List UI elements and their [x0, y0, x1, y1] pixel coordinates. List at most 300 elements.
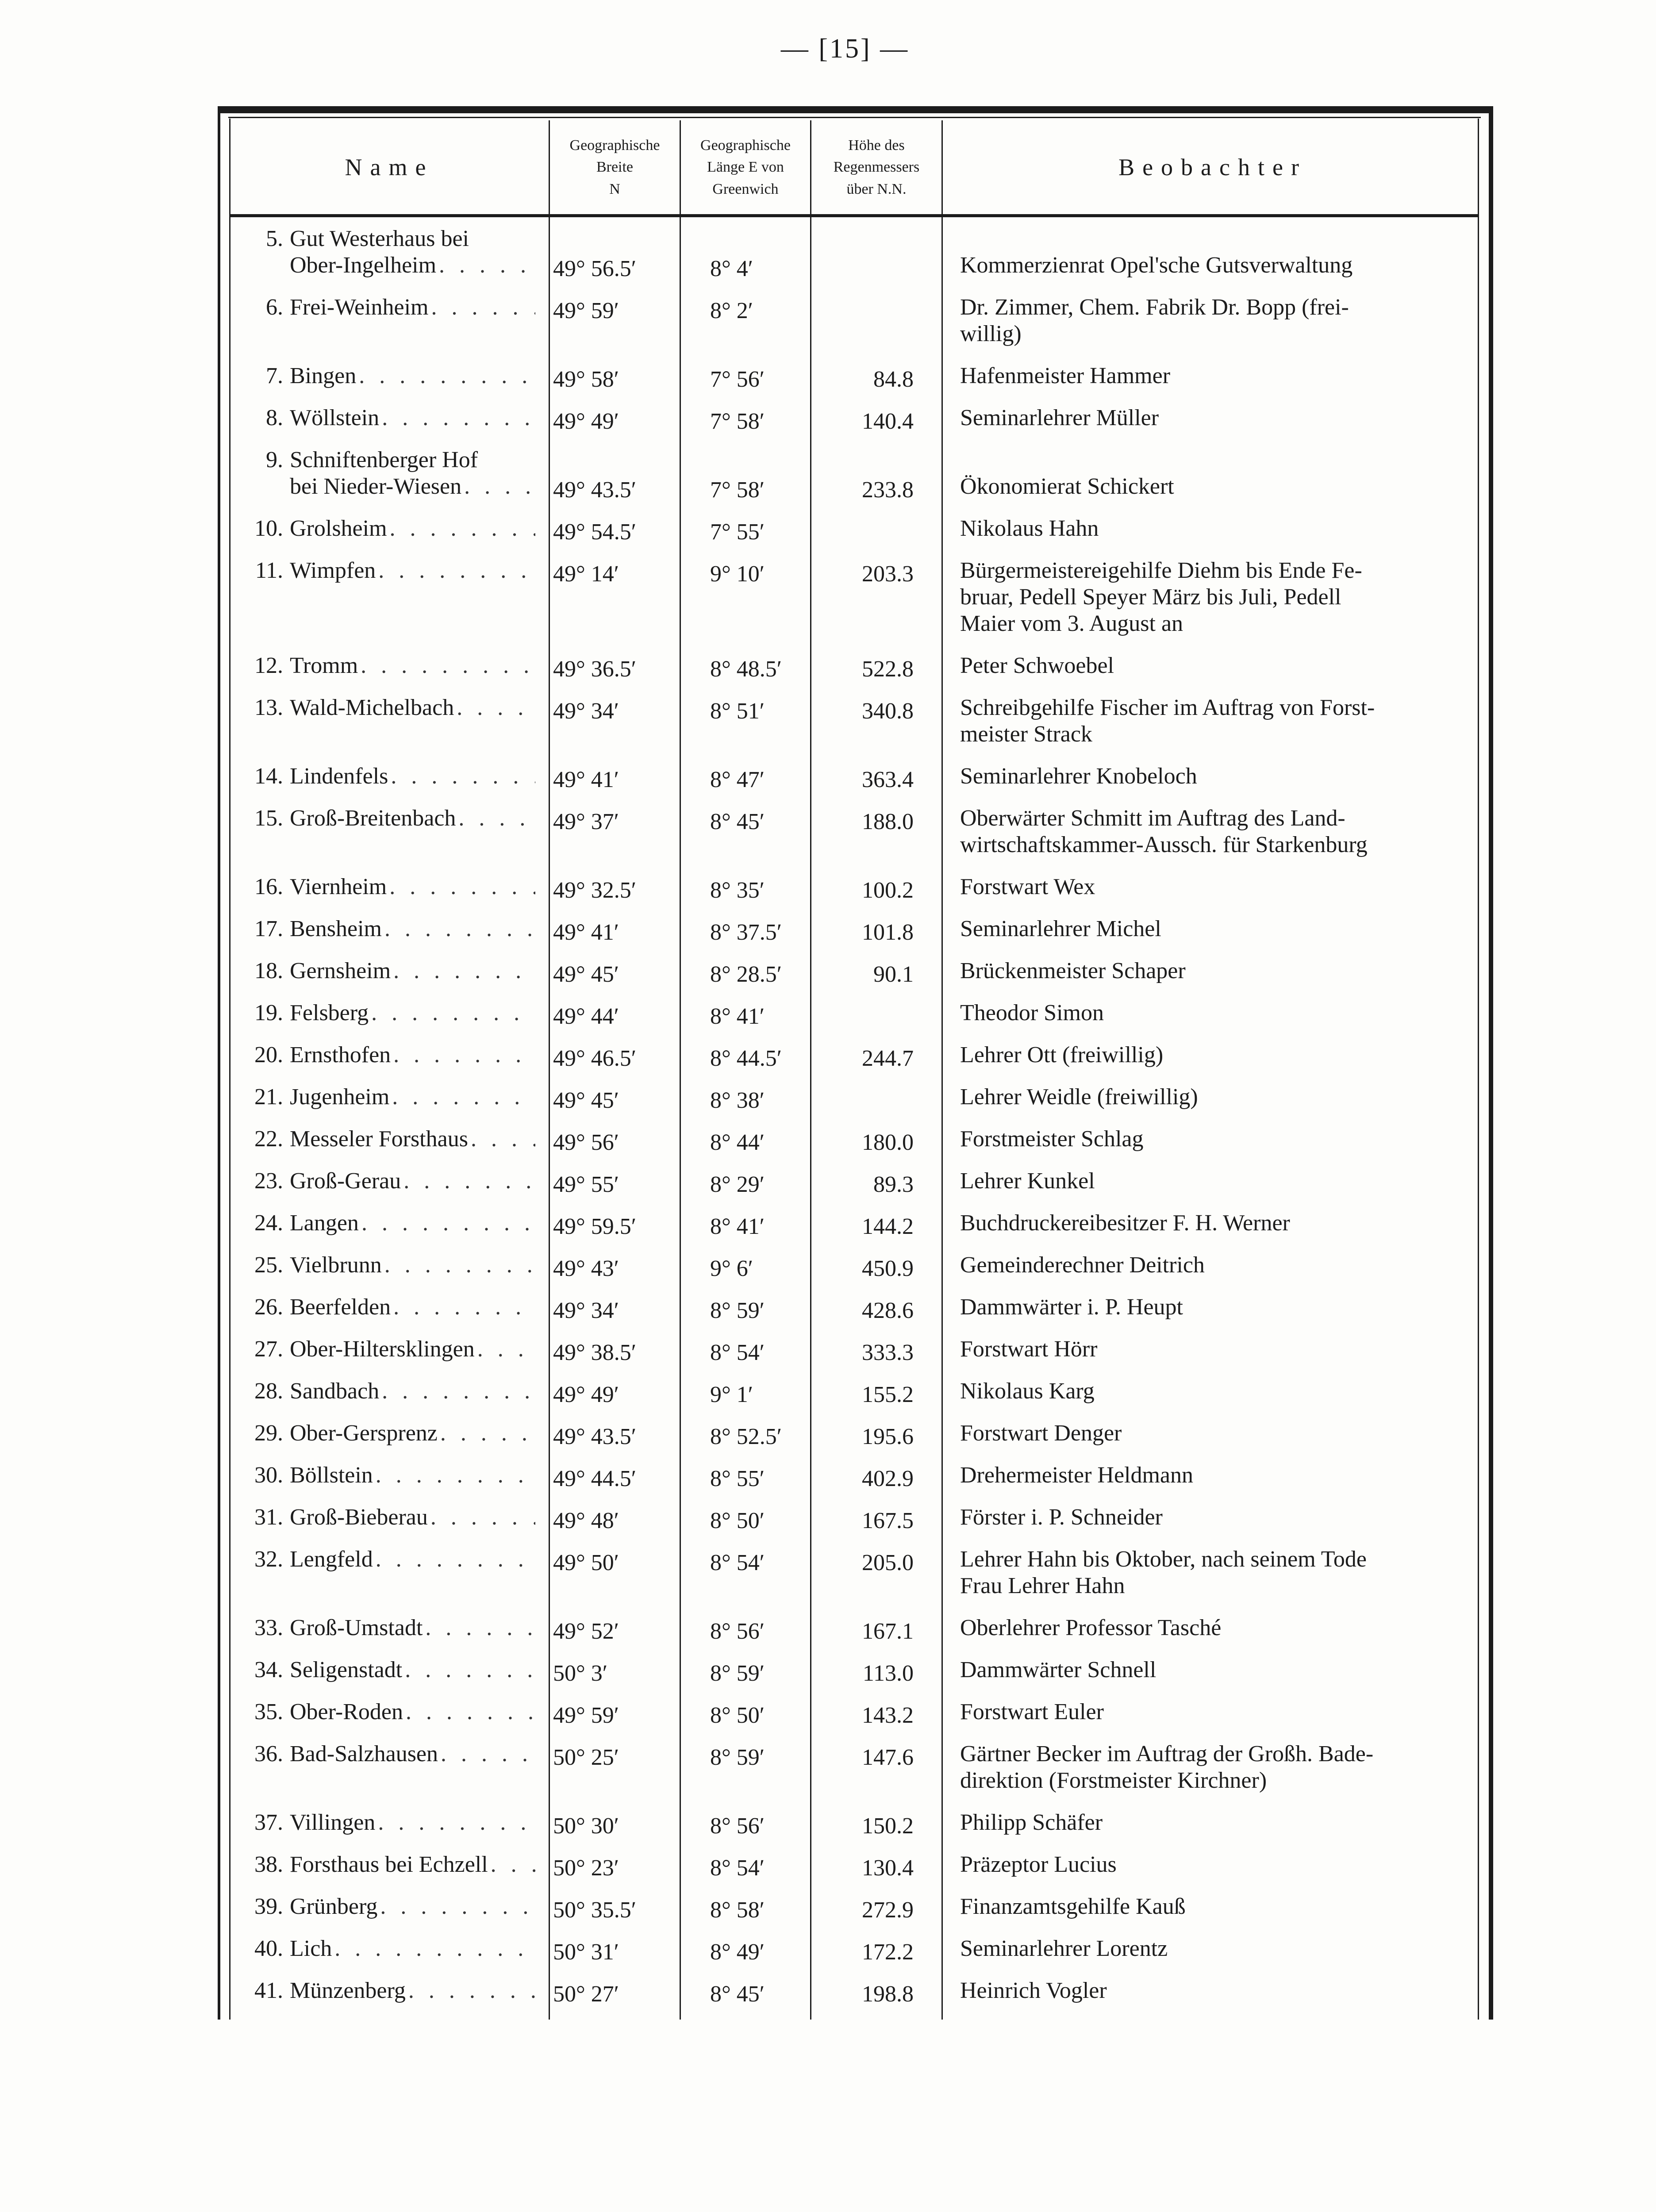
station-name [290, 405, 535, 431]
altitude-value: 195.6 [862, 1424, 914, 1449]
column-divider [549, 120, 550, 2020]
longitude-value: 7° 55′ [710, 519, 765, 545]
observer-line: Theodor Simon [960, 1000, 1104, 1025]
longitude-value: 8° 38′ [710, 1088, 765, 1113]
latitude-value: 49° 38.5′ [553, 1340, 637, 1365]
latitude-value: 50° 35.5′ [553, 1897, 637, 1923]
observer-line: Nikolaus Karg [960, 1379, 1095, 1404]
station-number: 34. [254, 1657, 283, 1682]
latitude-value: 49° 48′ [553, 1508, 619, 1533]
station-name [290, 763, 535, 790]
header-latitude: Geographische Breite N [569, 137, 660, 197]
observer-line: Forstwart Hörr [960, 1336, 1098, 1362]
observer-line: Nikolaus Hahn [960, 516, 1099, 541]
dot-leader [401, 1168, 535, 1194]
dot-leader [461, 473, 535, 500]
station-name [290, 1252, 535, 1279]
station-number: 33. [254, 1615, 283, 1640]
longitude-value: 8° 54′ [710, 1340, 765, 1365]
station-name-line: Groß-Bieberau [290, 1505, 428, 1530]
station-name-line: Frei-Weinheim [290, 295, 429, 320]
altitude-value: 203.3 [862, 561, 914, 587]
station-name-line: Bad-Salzhausen [290, 1741, 438, 1767]
station-name-line: Lich [290, 1936, 332, 1961]
station-name [290, 1084, 535, 1110]
station-name [290, 1851, 535, 1878]
latitude-value: 50° 3′ [553, 1661, 608, 1686]
longitude-value: 8° 41′ [710, 1214, 765, 1239]
observer [960, 916, 1469, 942]
station-number: 9. [266, 447, 283, 472]
altitude-value: 150.2 [862, 1813, 914, 1839]
observer-line: Dr. Zimmer, Chem. Fabrik Dr. Bopp (frei- [960, 295, 1349, 320]
observer [960, 1657, 1469, 1683]
observer [960, 695, 1469, 748]
altitude-value: 244.7 [862, 1046, 914, 1071]
longitude-value: 8° 56′ [710, 1619, 765, 1644]
station-name [290, 1893, 535, 1920]
latitude-value: 49° 59.5′ [553, 1214, 637, 1239]
altitude-value: 428.6 [862, 1298, 914, 1323]
header-observer: Beobachter [1118, 154, 1307, 180]
station-name-line: Wöllstein [290, 405, 380, 430]
station-name-line: Vielbrunn [290, 1252, 382, 1278]
dot-leader [358, 653, 535, 679]
station-name-line: Bensheim [290, 916, 382, 941]
latitude-value: 49° 58′ [553, 367, 619, 392]
observer [960, 1336, 1469, 1363]
observer-line: Förster i. P. Schneider [960, 1505, 1163, 1530]
observer-line: Hafenmeister Hammer [960, 363, 1171, 388]
observer-line: Forstmeister Schlag [960, 1126, 1144, 1152]
observer [960, 1504, 1469, 1531]
station-number: 23. [254, 1168, 283, 1194]
station-number: 37. [254, 1810, 283, 1835]
dot-leader [387, 874, 535, 900]
longitude-value: 8° 58′ [710, 1897, 765, 1923]
altitude-value: 130.4 [862, 1855, 914, 1881]
station-name-line: Ernsthofen [290, 1042, 391, 1068]
observer-line: Bürgermeistereigehilfe Diehm bis Ende Fe- [960, 558, 1362, 583]
dot-leader [423, 1615, 535, 1641]
station-number: 21. [254, 1084, 283, 1110]
longitude-value: 8° 59′ [710, 1661, 765, 1686]
dot-leader [436, 252, 535, 279]
station-name-line: Messeler Forsthaus [290, 1126, 468, 1152]
station-name-line: Viernheim [290, 874, 387, 899]
observer-line: Lehrer Kunkel [960, 1168, 1095, 1194]
latitude-value: 50° 27′ [553, 1982, 619, 2007]
observer-line: Peter Schwoebel [960, 653, 1114, 678]
observer-line: Forstwart Euler [960, 1699, 1104, 1724]
station-name-line: Bingen [290, 363, 357, 388]
dot-leader [379, 405, 535, 431]
station-name-line: Münzenberg [290, 1978, 406, 2003]
station-name-line: Schniftenberger Hof [290, 447, 478, 472]
station-name-line: Grünberg [290, 1894, 378, 1919]
station-name-line: Sandbach [290, 1379, 380, 1404]
latitude-value: 49° 37′ [553, 809, 619, 834]
longitude-value: 9° 1′ [710, 1382, 753, 1407]
station-number: 31. [254, 1505, 283, 1530]
dot-leader [406, 1978, 535, 2004]
station-name-line: Groß-Breitenbach [290, 806, 456, 831]
latitude-value: 49° 49′ [553, 409, 619, 434]
altitude-value: 89.3 [873, 1172, 914, 1197]
header-altitude: Höhe des Regenmessers über N.N. [833, 137, 920, 197]
dot-leader [389, 1084, 535, 1110]
longitude-value: 8° 35′ [710, 878, 765, 903]
station-name [290, 653, 535, 679]
longitude-value: 8° 50′ [710, 1703, 765, 1728]
latitude-value: 49° 43.5′ [553, 1424, 637, 1449]
longitude-value: 8° 51′ [710, 699, 765, 724]
latitude-value: 49° 50′ [553, 1550, 619, 1575]
observer [960, 1893, 1469, 1920]
observer [960, 1126, 1469, 1152]
observer-line: Ökonomierat Schickert [960, 474, 1174, 499]
observer-line: Forstwart Denger [960, 1421, 1122, 1446]
station-name-line: Lengfeld [290, 1547, 373, 1572]
latitude-value: 49° 56′ [553, 1130, 619, 1155]
observer-line: Oberlehrer Professor Tasché [960, 1615, 1222, 1640]
latitude-value: 49° 41′ [553, 920, 619, 945]
station-name [290, 1210, 535, 1237]
observer [960, 1699, 1469, 1725]
longitude-value: 9° 10′ [710, 561, 765, 587]
station-name [290, 1294, 535, 1321]
latitude-value: 50° 23′ [553, 1855, 619, 1881]
latitude-value: 50° 30′ [553, 1813, 619, 1839]
altitude-value: 140.4 [862, 409, 914, 434]
observer [960, 1378, 1469, 1405]
station-number: 22. [254, 1126, 283, 1152]
altitude-value: 84.8 [873, 367, 914, 392]
station-number: 19. [254, 1000, 283, 1025]
station-name-line: Groß-Gerau [290, 1168, 401, 1194]
altitude-value: 155.2 [862, 1382, 914, 1407]
observer [960, 557, 1469, 637]
altitude-value: 402.9 [862, 1466, 914, 1491]
header-name: Name [345, 154, 434, 180]
station-name [290, 363, 535, 389]
station-number: 15. [254, 806, 283, 831]
station-number: 39. [254, 1894, 283, 1919]
station-number: 40. [254, 1936, 283, 1961]
latitude-value: 49° 44.5′ [553, 1466, 637, 1491]
altitude-value: 100.2 [862, 878, 914, 903]
altitude-value: 205.0 [862, 1550, 914, 1575]
header-rule [229, 214, 1479, 217]
dot-leader [428, 1504, 535, 1531]
inner-right-rule [1478, 119, 1479, 2020]
dot-leader [376, 557, 535, 584]
observer [960, 473, 1469, 500]
altitude-value: 167.1 [862, 1619, 914, 1644]
observer [960, 405, 1469, 431]
observer-line: direktion (Forstmeister Kirchner) [960, 1768, 1267, 1793]
observer [960, 515, 1469, 542]
observer-line: Seminarlehrer Lorentz [960, 1936, 1168, 1961]
latitude-value: 49° 55′ [553, 1172, 619, 1197]
observer-line: Dammwärter Schnell [960, 1657, 1157, 1682]
altitude-value: 143.2 [862, 1703, 914, 1728]
station-name [290, 1336, 535, 1363]
altitude-value: 522.8 [862, 657, 914, 682]
station-number: 41. [254, 1978, 283, 2003]
station-number: 25. [254, 1252, 283, 1278]
dot-leader [429, 294, 536, 321]
station-number: 17. [254, 916, 283, 941]
station-number: 28. [254, 1379, 283, 1404]
observer [960, 653, 1469, 679]
station-name [290, 805, 535, 832]
observer [960, 1615, 1469, 1641]
longitude-value: 8° 55′ [710, 1466, 765, 1491]
longitude-value: 7° 58′ [710, 409, 765, 434]
altitude-value: 198.8 [862, 1982, 914, 2007]
station-name [290, 1504, 535, 1531]
longitude-value: 8° 56′ [710, 1813, 765, 1839]
station-name [290, 1126, 535, 1152]
longitude-value: 8° 59′ [710, 1298, 765, 1323]
observer [960, 1546, 1469, 1599]
observer-line: Heinrich Vogler [960, 1978, 1107, 2003]
altitude-value: 340.8 [862, 699, 914, 724]
longitude-value: 8° 2′ [710, 298, 753, 323]
latitude-value: 49° 34′ [553, 1298, 619, 1323]
latitude-value: 49° 54.5′ [553, 519, 637, 545]
station-name-line: Forsthaus bei Echzell [290, 1852, 488, 1877]
observer [960, 1168, 1469, 1194]
station-name-line: Ober-Gersprenz [290, 1421, 438, 1446]
observer-line: Gärtner Becker im Auftrag der Großh. Bade- [960, 1741, 1374, 1767]
station-name [290, 874, 535, 900]
latitude-value: 49° 14′ [553, 561, 619, 587]
station-name-line: Wald-Michelbach [290, 695, 454, 720]
station-name-line: Tromm [290, 653, 358, 678]
longitude-value: 8° 50′ [710, 1508, 765, 1533]
station-number: 6. [266, 295, 283, 320]
latitude-value: 49° 34′ [553, 699, 619, 724]
station-name [290, 958, 535, 984]
altitude-value: 172.2 [862, 1939, 914, 1965]
observer-line: Seminarlehrer Müller [960, 405, 1159, 430]
dot-leader [369, 1000, 535, 1026]
longitude-value: 8° 54′ [710, 1550, 765, 1575]
longitude-value: 8° 54′ [710, 1855, 765, 1881]
observer [960, 363, 1469, 389]
observer-line: Oberwärter Schmitt im Auftrag des Land- [960, 806, 1345, 831]
observer [960, 958, 1469, 984]
dot-leader [402, 1657, 535, 1683]
dot-leader [375, 1809, 535, 1836]
station-number: 5. [266, 226, 283, 251]
station-name-line: Langen [290, 1210, 359, 1236]
station-name-line: Groß-Umstadt [290, 1615, 423, 1640]
station-name [290, 515, 535, 542]
observer [960, 1294, 1469, 1321]
station-name-line: Villingen [290, 1810, 376, 1835]
altitude-value: 450.9 [862, 1256, 914, 1281]
observer [960, 252, 1469, 279]
station-name [290, 1042, 535, 1068]
altitude-value: 180.0 [862, 1130, 914, 1155]
station-number: 10. [254, 516, 283, 541]
observer-line: Lehrer Weidle (freiwillig) [960, 1084, 1198, 1110]
station-name-line: Felsberg [290, 1000, 369, 1025]
observer [960, 1042, 1469, 1068]
observer-line: Finanzamtsgehilfe Kauß [960, 1894, 1186, 1919]
station-number: 32. [254, 1547, 283, 1572]
observer [960, 1851, 1469, 1878]
observer-line: Kommerzienrat Opel'sche Gutsverwaltung [960, 253, 1353, 278]
station-name [290, 1420, 535, 1447]
station-name [290, 1546, 535, 1573]
observer [960, 1252, 1469, 1279]
altitude-value: 363.4 [862, 767, 914, 792]
station-number: 14. [254, 764, 283, 789]
station-name [290, 557, 535, 584]
station-number: 26. [254, 1294, 283, 1320]
observer-line: willig) [960, 321, 1022, 346]
station-name [290, 1462, 535, 1489]
station-name [290, 1699, 535, 1725]
dot-leader [382, 1252, 535, 1279]
longitude-value: 8° 45′ [710, 1982, 765, 2007]
altitude-value: 90.1 [873, 962, 914, 987]
longitude-value: 8° 59′ [710, 1745, 765, 1770]
observer-line: Präzeptor Lucius [960, 1852, 1117, 1877]
station-number: 8. [266, 405, 283, 430]
dot-leader [488, 1851, 535, 1878]
longitude-value: 8° 44′ [710, 1130, 765, 1155]
longitude-value: 8° 41′ [710, 1004, 765, 1029]
observer-line: Maier vom 3. August an [960, 611, 1183, 636]
inner-top-rule [228, 117, 1481, 118]
station-name [290, 1378, 535, 1405]
station-name [290, 1741, 535, 1767]
station-name-line: Grolsheim [290, 516, 387, 541]
observer-line: Forstwart Wex [960, 874, 1095, 899]
observer-line: Philipp Schäfer [960, 1810, 1103, 1835]
longitude-value: 8° 28.5′ [710, 962, 782, 987]
observer [960, 1000, 1469, 1026]
observer-line: bruar, Pedell Speyer März bis Juli, Pedell [960, 584, 1341, 610]
dot-leader [403, 1699, 535, 1725]
station-number: 35. [254, 1699, 283, 1724]
longitude-value: 8° 45′ [710, 809, 765, 834]
dot-leader [438, 1741, 535, 1767]
dot-leader [356, 363, 535, 389]
station-name [290, 1168, 535, 1194]
observer-line: Seminarlehrer Michel [960, 916, 1161, 941]
longitude-value: 8° 52.5′ [710, 1424, 782, 1449]
latitude-value: 49° 36.5′ [553, 657, 637, 682]
altitude-value: 233.8 [862, 477, 914, 503]
station-name-line: Böllstein [290, 1463, 373, 1488]
longitude-value: 8° 48.5′ [710, 657, 782, 682]
latitude-value: 49° 59′ [553, 1703, 619, 1728]
observer-line: Dammwärter i. P. Heupt [960, 1294, 1183, 1320]
dot-leader [379, 1378, 535, 1405]
station-number: 18. [254, 958, 283, 983]
altitude-value: 101.8 [862, 920, 914, 945]
station-name-line: Ober-Roden [290, 1699, 403, 1724]
station-name-line: Beerfelden [290, 1294, 391, 1320]
station-name [290, 226, 535, 279]
latitude-value: 49° 46.5′ [553, 1046, 637, 1071]
altitude-value: 144.2 [862, 1214, 914, 1239]
altitude-value: 188.0 [862, 809, 914, 834]
station-name-line: bei Nieder-Wiesen [290, 474, 462, 499]
observer-line: Gemeinderechner Deitrich [960, 1252, 1205, 1278]
station-name-line: Seligenstadt [290, 1657, 403, 1682]
station-number: 38. [254, 1852, 283, 1877]
altitude-value: 333.3 [862, 1340, 914, 1365]
station-number: 29. [254, 1421, 283, 1446]
station-name [290, 1615, 535, 1641]
station-name [290, 1000, 535, 1026]
dot-leader [332, 1936, 535, 1962]
dot-leader [388, 763, 535, 790]
latitude-value: 49° 45′ [553, 1088, 619, 1113]
longitude-value: 7° 56′ [710, 367, 765, 392]
observer [960, 874, 1469, 900]
station-number: 7. [266, 363, 283, 388]
observer-line: Buchdruckereibesitzer F. H. Werner [960, 1210, 1290, 1236]
observer [960, 1420, 1469, 1447]
latitude-value: 49° 49′ [553, 1382, 619, 1407]
station-name [290, 1809, 535, 1836]
longitude-value: 8° 37.5′ [710, 920, 782, 945]
inner-left-rule [229, 119, 231, 2020]
longitude-value: 9° 6′ [710, 1256, 753, 1281]
observer-line: Lehrer Hahn bis Oktober, nach seinem Tode [960, 1547, 1367, 1572]
station-number: 27. [254, 1336, 283, 1362]
dot-leader [391, 1042, 535, 1068]
observer [960, 294, 1469, 347]
altitude-value: 113.0 [862, 1661, 914, 1686]
observer-line: Brückenmeister Schaper [960, 958, 1186, 983]
station-name [290, 447, 535, 500]
observer-line: Lehrer Ott (freiwillig) [960, 1042, 1164, 1068]
latitude-value: 49° 56.5′ [553, 256, 637, 281]
station-name [290, 294, 535, 321]
observer [960, 1978, 1469, 2004]
dot-leader [438, 1420, 535, 1447]
station-number: 36. [254, 1741, 283, 1767]
observer [960, 805, 1469, 858]
altitude-value: 147.6 [862, 1745, 914, 1770]
station-name-line: Wimpfen [290, 558, 376, 583]
station-number: 24. [254, 1210, 283, 1236]
latitude-value: 49° 43.5′ [553, 477, 637, 503]
longitude-value: 8° 49′ [710, 1939, 765, 1965]
observer [960, 1936, 1469, 1962]
latitude-value: 49° 59′ [553, 298, 619, 323]
latitude-value: 49° 41′ [553, 767, 619, 792]
observer [960, 763, 1469, 790]
observer-line: Schreibgehilfe Fischer im Auftrag von Forst- [960, 695, 1375, 720]
latitude-value: 50° 31′ [553, 1939, 619, 1965]
observer [960, 1210, 1469, 1237]
dot-leader [359, 1210, 535, 1237]
station-name-line: Ober-Hiltersklingen [290, 1336, 475, 1362]
station-name-line: Gernsheim [290, 958, 391, 983]
dot-leader [382, 916, 535, 942]
station-name [290, 1978, 535, 2004]
